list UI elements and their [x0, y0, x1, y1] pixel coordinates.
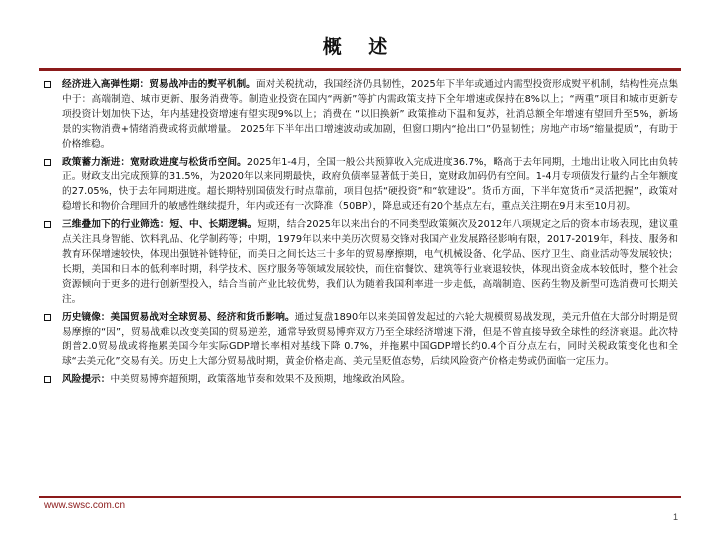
list-item-industry	[44, 218, 678, 307]
item-body: 2025年1-4月，全国一般公共预算收入完成进度36.7%，略高于去年同期，土地出让收入同比由负转正。财政支出完成预算的31.5%，为2020年以来同期最快，政府负债率显著低于美日，宽财政加码仍有空间。1-4月专项债发行量约占全年额度的27.05%，快于去年同期进度。超长期特别国债发行时点靠前，项目包括“硬投资”和“软建设”。货币方面，下半年宽货币“灵活把握”，政策对稳增长和物价合理回升的敏感性继续提升，年内或还有一次降准（50BP），降息或还有20个基点左右，重点关注期在9月末至10月初。	[62, 156, 679, 213]
page-title: 概 述	[322, 36, 398, 58]
list-item-risk	[44, 373, 678, 388]
checkbox-bullet-icon	[44, 221, 51, 228]
list-item-economy	[44, 78, 678, 153]
item-body: 通过复盘1890年以来美国曾发起过的六轮大规模贸易战发现，美元升值在大部分时期是贸易摩擦的“因”，贸易战难以改变美国的贸易逆差，通常导致贸易博弈双方乃至全球经济增速下滑，但是不曾直接导致全球性的经济衰退。此次特朗普2.0贸易战或将拖累美国今年实际GDP增长率相对基线下降 0.7%，并拖累中国GDP增长约0.4个百分点左右，同时关税政策变化也和全球“去美元化”交易有关。历史上大部分贸易战时期，黄金价格走高、美元呈贬值态势，后续风险资产价格走势或仍面临一定压力。	[62, 311, 679, 368]
checkbox-bullet-icon	[44, 314, 51, 321]
checkbox-bullet-icon	[44, 81, 51, 88]
summary-list	[44, 78, 678, 391]
checkbox-bullet-icon	[44, 376, 51, 383]
bottom-divider	[39, 496, 681, 498]
item-lead: 历史镜像：美国贸易战对全球贸易、经济和货币影响。	[62, 311, 295, 323]
list-item-policy	[44, 156, 678, 216]
item-lead: 风险提示：	[62, 374, 111, 386]
footer-website: www.swsc.com.cn	[44, 500, 126, 511]
item-lead: 政策蓄力渐进：宽财政进度与松货币空间。	[62, 156, 247, 168]
item-body: 短期，结合2025年以来出台的不同类型政策频次及2012年八项规定之后的资本市场表现，建议重点关注具身智能、饮料乳品、化学制药等；中期，1979年以来中美历次贸易交锋对我国产业发展路径影响有限，2017-2019年，科技、服务和教育环保增速较快，体现出强链补链特征，而美日之间长达三十多年的贸易摩擦期，电气机械设备、化学品、医疗卫生、商业活动等发展较快；长期，美国和日本的低利率时期，科学技术、医疗服务等领域发展较快，而住宿餐饮、建筑等行业衰退较快，体现出资金成本较低时，整个社会资源倾向于更多的进行创新型投入，结合当前产业比较优势，我们认为随着我国利率进一步走低，高端制造、医药生物及新型可选消费可长期关注。	[62, 219, 679, 305]
item-lead: 三维叠加下的行业筛选：短、中、长期逻辑。	[62, 219, 258, 231]
page-number: 1	[672, 512, 678, 522]
list-item-history	[44, 311, 678, 371]
checkbox-bullet-icon	[44, 159, 51, 166]
item-lead: 经济进入高弹性期：贸易战冲击的熨平机制。	[62, 79, 256, 90]
item-body: 面对关税扰动，我国经济仍具韧性，2025年下半年或通过内需型投资形成熨平机制，结构性亮点集中于：高端制造、城市更新、服务消费等。制造业投资在国内“两新”等扩内需政策支持下全年增速或保持在8%以上；“两重”项目和城市更新专项投资计划加快下达，年内基建投资增速有望实现9%以上；消费在 “以旧换新” 政策推动下温和复苏，社消总额全年增速有望回升至5%，新场景的实物消费+情绪消费或将贡献增量。 2025年下半年出口增速波动或加剧，但窗口期内“抢出口”仍显韧性；房地产市场“缩量提质”，有助于价格维稳。	[62, 79, 679, 150]
item-body: 中美贸易博弈超预期，政策落地节奏和效果不及预期，地缘政治风险。	[110, 374, 411, 386]
top-divider	[39, 68, 681, 71]
